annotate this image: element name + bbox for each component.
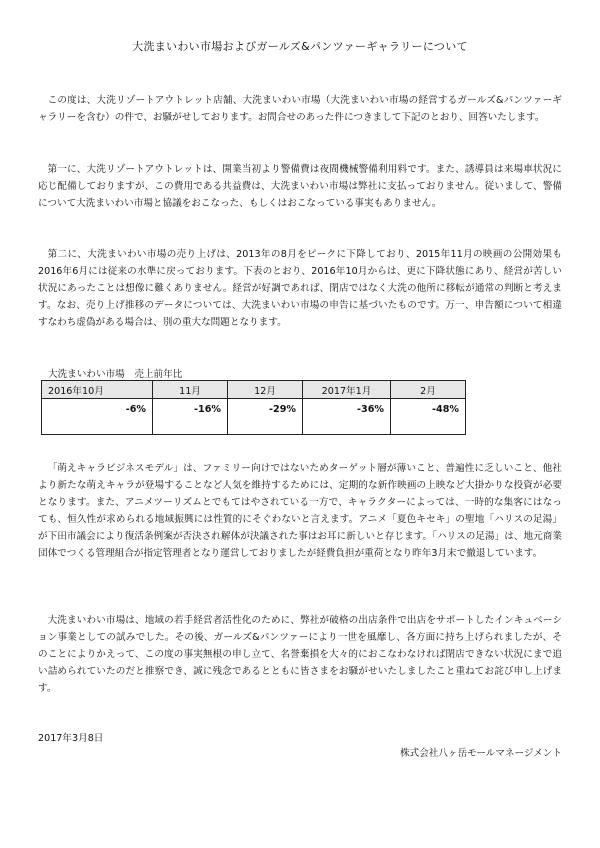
- table-cell: -29%: [228, 399, 303, 435]
- paragraph-intro: この度は、大洗リゾートアウトレット店舗、大洗まいわい市場（大洗まいわい市場の経営するガールズ&パンツァーギャラリーを含む）の件で、お騒がせしております。お問合せのあった件につきまして下記のとおり、回答いたします。: [38, 95, 562, 123]
- company-name: 株式会社八ヶ岳モールマネージメント: [399, 748, 562, 759]
- paragraph-security: 第一に、大洗リゾートアウトレットは、開業当初より警備費は夜間機械警備利用料です。また、誘導員は来場車状況に応じ配備しておりますが、この費用である共益費は、大洗まいわい市場は弊社に支払っておりません。従いまして、警備について大洗まいわい市場と協議をおこなった、もしくはおこなっている事実もありません。: [38, 164, 562, 209]
- table-row: [42, 399, 466, 435]
- table-cell: -6%: [42, 399, 153, 435]
- table-caption: 大洗まいわい市場 売上前年比: [48, 369, 183, 380]
- table-cell: -16%: [153, 399, 228, 435]
- sales-table: [41, 380, 466, 435]
- table-header-cell: 12月: [228, 381, 303, 399]
- table-cell: -48%: [391, 399, 466, 435]
- document-title: 大洗まいわい市場およびガールズ&パンツァーギャラリーについて: [132, 40, 468, 53]
- paragraph-sales: 第二に、大洗まいわい市場の売り上げは、2013年の8月をピークに下降しており、2015年11月の映画の公開効果も2016年6月には従来の水準に戻っております。下表のとおり、2016年10月からは、更に下降状態にあり、経営が苦しい状況にあったことは想像に難くありません。経営が好調であれば、閉店ではなく大洗の他所に移転が通常の判断と考えます。なお、売り上げ推移のデータについては、大洗まいわい市場の申告に基づいたものです。万一、申告額について相違すなわち虚偽がある場合は、別の重大な問題となります。: [38, 249, 562, 328]
- paragraph-business-model: 「萌えキャラビジネスモデル」は、ファミリー向けではないためターゲット層が薄いこと、普遍性に乏しいこと、他社より新たな萌えキャラが登場することなど人気を維持するためには、定期的な新作映画の上映など大掛かりな投資が必要となります。また、アニメツーリズムとでもてはやされている一方で、キャラクターによっては、一時的な集客にはなっても、恒久性が求められる地域振興には性質的にそぐわないと言えます。アニメ「夏色キセキ」の聖地「ハリスの足湯」が下田市議会により復活条例案が否決され解体が決議された事はお耳に新しいと存じます。「ハリスの足湯」は、地元商業団体でつくる管理組合が指定管理者となり運営しておりましたが経費負担が重荷となり昨年3月末で撤退しています。: [38, 463, 562, 559]
- table-cell: -36%: [303, 399, 391, 435]
- table-header-cell: 2017年1月: [303, 381, 391, 399]
- table-header-cell: 2月: [391, 381, 466, 399]
- paragraph-conclusion: 大洗まいわい市場は、地域の若手経営者活性化のために、弊社が破格の出店条件で出店をサポートしたインキュベーション事業としての試みでした。その後、ガールズ&パンツァーにより一世を風靡し、各方面に持ち上げられましたが、そのことによりかえって、この度の事実無根の申し立て、名誉棄損を大々的におこなわなければ閉店できない状況にまで追い詰められていたのだと推察でき、誠に残念であるとともに皆さまをお騒がせいたしましたこと重ねてお詫び申し上げます。: [38, 615, 562, 694]
- table-header-cell: 11月: [153, 381, 228, 399]
- table-header-row: [42, 381, 466, 399]
- document-date: 2017年3月8日: [38, 733, 104, 744]
- table-header-cell: 2016年10月: [42, 381, 153, 399]
